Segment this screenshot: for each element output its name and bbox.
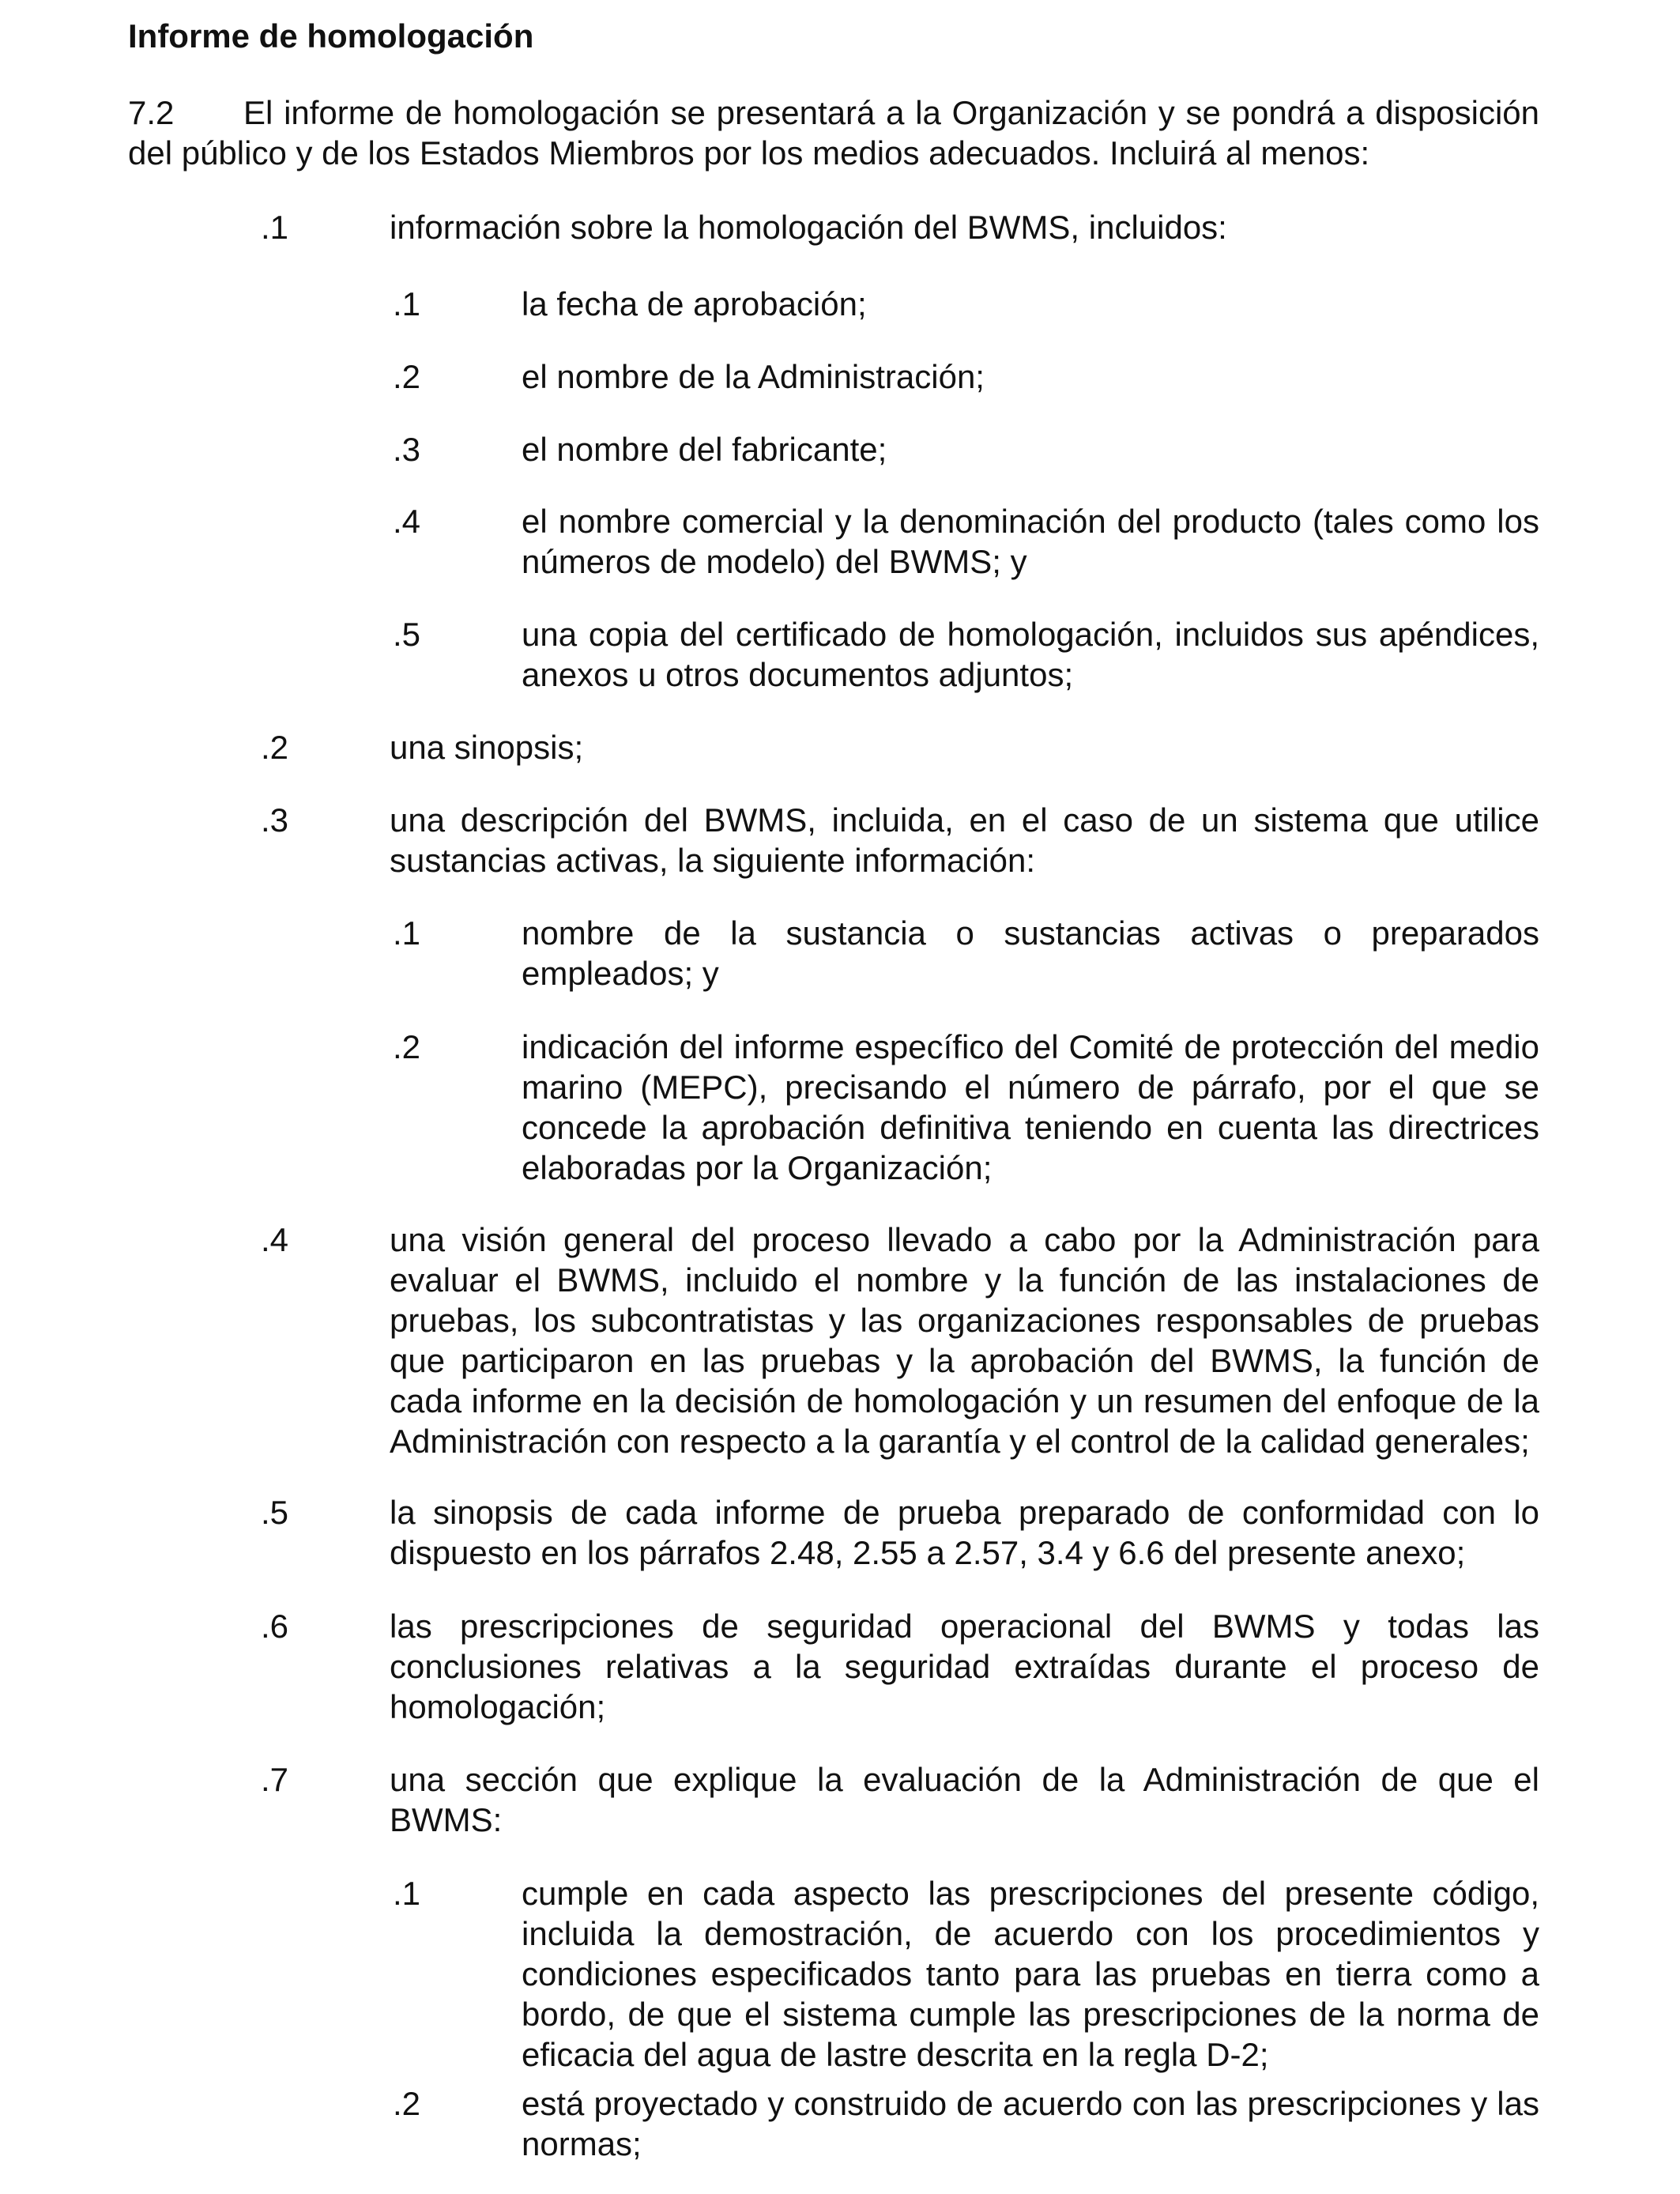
- item-number: .2: [393, 1028, 421, 1065]
- item-text: cumple en cada aspecto las prescripciones del presente código, incluida la demostración, de acuerdo con los procedimientos y condiciones especificados tanto para las pruebas en tierra como a bordo, de que el sistema cumple las prescripciones de la norma de eficacia del agua de lastre descrita en la regla D-2;: [522, 1875, 1539, 2073]
- item-number: .2: [393, 358, 421, 395]
- item-text: la fecha de aprobación;: [522, 285, 867, 322]
- item-number: .2: [393, 2085, 421, 2122]
- item-number: .1: [261, 209, 289, 246]
- paragraph-number: 7.2: [128, 94, 175, 131]
- sub-item-1-4: [393, 501, 1539, 582]
- sub-item-1-3: [393, 429, 1539, 469]
- item-text: las prescripciones de seguridad operacional del BWMS y todas las conclusiones relativas a la seguridad extraídas durante el proceso de homologación;: [390, 1608, 1539, 1725]
- item-text: una sinopsis;: [390, 729, 584, 766]
- item-number: .2: [261, 729, 289, 766]
- item-number: .5: [393, 616, 421, 653]
- sub-item-1-1: [393, 284, 1539, 324]
- item-number: .4: [393, 503, 421, 540]
- item-number: .1: [393, 914, 421, 952]
- list-item-7: [261, 1759, 1539, 1840]
- paragraph-text: El informe de homologación se presentará a la Organización y se pondrá a disposición del público y de los Estados Miembros por los medios adecuados. Incluirá al menos:: [128, 94, 1539, 172]
- item-number: .1: [393, 285, 421, 322]
- list-item-4: [261, 1220, 1539, 1461]
- item-text: indicación del informe específico del Comité de protección del medio marino (MEPC), precisando el número de párrafo, por el que se concede la aprobación definitiva teniendo en cuenta las directrices elaboradas por la Organización;: [522, 1028, 1539, 1186]
- item-text: está proyectado y construido de acuerdo con las prescripciones y las normas;: [522, 2085, 1539, 2162]
- sub-item-1-5: [393, 614, 1539, 695]
- item-number: .3: [393, 431, 421, 468]
- item-text: nombre de la sustancia o sustancias activas o preparados empleados; y: [522, 914, 1539, 992]
- list-item-1: [261, 207, 1539, 247]
- list-item-5: [261, 1492, 1539, 1573]
- item-text: el nombre del fabricante;: [522, 431, 887, 468]
- item-text: una copia del certificado de homologación, incluidos sus apéndices, anexos u otros documentos adjuntos;: [522, 616, 1539, 693]
- item-number: .7: [261, 1761, 289, 1798]
- list-item-3: [261, 800, 1539, 880]
- item-text: la sinopsis de cada informe de prueba preparado de conformidad con lo dispuesto en los párrafos 2.48, 2.55 a 2.57, 3.4 y 6.6 del presente anexo;: [390, 1494, 1539, 1571]
- item-number: .6: [261, 1608, 289, 1645]
- item-text: información sobre la homologación del BWMS, incluidos:: [390, 209, 1227, 246]
- item-number: .5: [261, 1494, 289, 1531]
- sub-item-1-2: [393, 356, 1539, 397]
- item-number: .1: [393, 1875, 421, 1912]
- sub-item-7-2: [393, 2083, 1539, 2164]
- sub-item-7-1: [393, 1873, 1539, 2075]
- sub-item-3-1: [393, 913, 1539, 993]
- item-text: una descripción del BWMS, incluida, en el caso de un sistema que utilice sustancias activas, la siguiente información:: [390, 801, 1539, 879]
- item-text: una sección que explique la evaluación de la Administración de que el BWMS:: [390, 1761, 1539, 1838]
- item-text: una visión general del proceso llevado a cabo por la Administración para evaluar el BWMS, incluido el nombre y la función de las instalaciones de pruebas, los subcontratistas y las organizaciones responsables de pruebas que participaron en las pruebas y la aprobación del BWMS, la función de cada informe en la decisión de homologación y un resumen del enfoque de la Administración con respecto a la garantía y el control de la calidad generales;: [390, 1221, 1539, 1460]
- paragraph-7-2: [128, 92, 1539, 173]
- list-item-2: [261, 727, 1539, 767]
- item-text: el nombre comercial y la denominación del producto (tales como los números de modelo) del BWMS; y: [522, 503, 1539, 580]
- section-heading: Informe de homologación: [128, 17, 534, 55]
- sub-item-3-2: [393, 1027, 1539, 1188]
- item-text: el nombre de la Administración;: [522, 358, 985, 395]
- list-item-6: [261, 1606, 1539, 1727]
- item-number: .3: [261, 801, 289, 839]
- item-number: .4: [261, 1221, 289, 1258]
